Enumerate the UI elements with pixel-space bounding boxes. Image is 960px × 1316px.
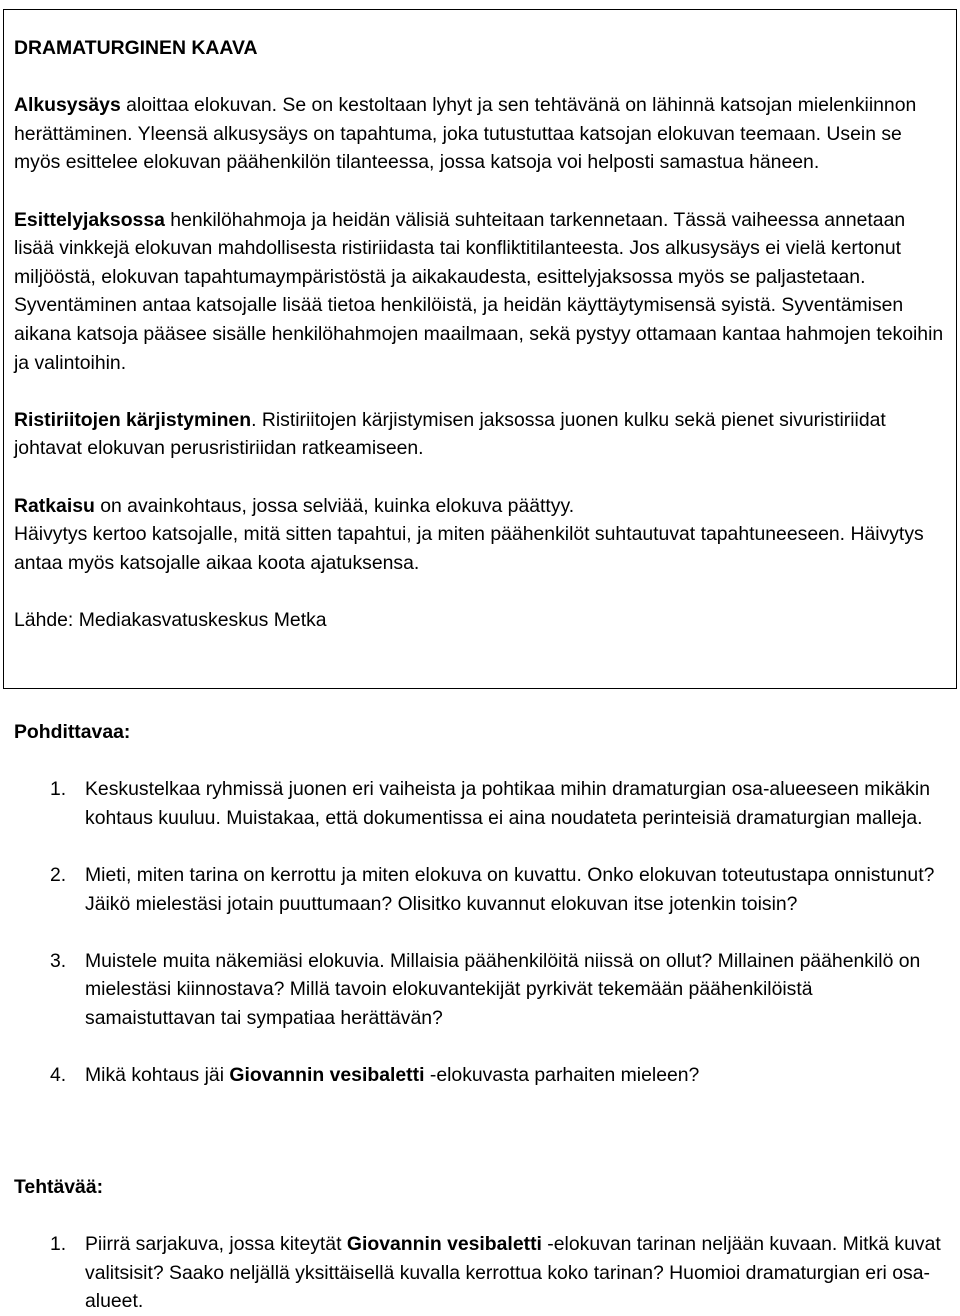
paragraph-haivytys: Häivytys kertoo katsojalle, mitä sitten tapahtui, ja miten päähenkilöt suhtautuvat tapahtuneeseen. Häivytys antaa myös katsojalle aikaa koota ajatuksensa. (14, 523, 924, 574)
list-item-number: 1. (50, 1233, 67, 1256)
list-item-text-pre: Piirrä sarjakuva, jossa kiteytät (85, 1233, 347, 1256)
term-esittelyjakso: Esittelyjaksossa (14, 208, 165, 231)
term-ratkaisu: Ratkaisu (14, 494, 95, 517)
paragraph-ristiriidat (14, 406, 946, 463)
paragraph-alkusysays (14, 91, 946, 177)
box-title: DRAMATURGINEN KAAVA (14, 37, 258, 59)
dramaturgy-box (3, 9, 957, 689)
list-item-text-post: -elokuvan tarinan neljään kuvaan. Mitkä kuvat valitsisit? Saako neljällä yksittäisellä kuvalla kerrottua koko tarinan? Huomioi dramaturgian eri osa-alueet. (85, 1233, 941, 1313)
paragraph-esittelyjakso (14, 206, 946, 378)
term-alkusysays: Alkusysäys (14, 94, 121, 117)
pohdittavaa-section (14, 718, 944, 1090)
source-line: Lähde: Mediakasvatuskeskus Metka (14, 608, 327, 631)
list-item-number: 4. (50, 1064, 67, 1087)
paragraph-esittelyjakso-text: henkilöhahmoja ja heidän välisiä suhteitaan tarkennetaan. Tässä vaiheessa annetaan lisää vinkkejä elokuvan mahdollisesta ristiriidasta tai konfliktitilanteesta. Jos alkusysäys ei vielä kertonut miljööstä, elokuvan tapahtumaympäristöstä ja aikakaudesta, esittelyjaksossa myös se paljastetaan. Syventäminen antaa katsojalle lisää tietoa henkilöistä, ja heidän käyttäytymisensä syistä. Syventämisen aikana katsoja pääsee sisälle henkilöhahmojen maailmaan, sekä pystyy ottamaan kantaa hahmojen tekoihin ja valintoihin. (14, 208, 944, 374)
term-ristiriidat: Ristiriitojen kärjistyminen (14, 408, 252, 431)
paragraph-ratkaisu (14, 492, 946, 521)
list-item-number: 3. (50, 949, 67, 972)
tehtavaa-section (14, 1173, 944, 1316)
list-item-text: Keskustelkaa ryhmissä juonen eri vaiheista ja pohtikaa mihin dramaturgian osa-alueeseen mikäkin kohtaus kuuluu. Muistakaa, että dokumentissa ei aina noudateta perinteisiä dramaturgian malleja. (85, 778, 931, 829)
list-item-text: Mieti, miten tarina on kerrottu ja miten elokuva on kuvattu. Onko elokuvan toteutustapa onnistunut? Jäikö mielestäsi jotain puuttumaan? Olisitko kuvannut elokuvan itse jotenkin toisin? (85, 863, 935, 915)
list-item-text-post: -elokuvasta parhaiten mieleen? (424, 1064, 700, 1087)
paragraph-alkusysays-text: aloittaa elokuvan. Se on kestoltaan lyhyt ja sen tehtävänä on lähinnä katsojan mielenkiinnon herättäminen. Yleensä alkusysäys on tapahtuma, joka tutustuttaa katsojan elokuvan teemaan. Usein se myös esittelee elokuvan päähenkilön tilanteessa, jossa katsoja voi helposti samastua häneen. (14, 94, 917, 174)
tehtavaa-title: Tehtävää: (14, 1176, 104, 1198)
list-item (14, 1230, 944, 1316)
pohdittavaa-title: Pohdittavaa: (14, 721, 131, 743)
list-item (14, 861, 944, 918)
list-item (14, 947, 944, 1033)
list-item-number: 2. (50, 863, 67, 886)
list-item-text-pre: Mikä kohtaus jäi (85, 1064, 230, 1087)
list-item (14, 1061, 944, 1090)
list-item-text: Muistele muita näkemiäsi elokuvia. Millaisia päähenkilöitä niissä on ollut? Millainen päähenkilö on mielestäsi kiinnostava? Millä tavoin elokuvantekijät pyrkivät tekemään päähenkilöistä samaistuttavan tai sympatiaa herättävän? (85, 949, 921, 1029)
tehtavaa-list (14, 1230, 944, 1316)
film-title: Giovannin vesibaletti (346, 1233, 542, 1256)
paragraph-ristiriidat-text: . Ristiriitojen kärjistymisen jaksossa juonen kulku sekä pienet sivuristiriidat johtavat elokuvan perusristiriidan ratkeamiseen. (14, 408, 886, 460)
list-item-number: 1. (50, 778, 67, 801)
pohdittavaa-list (14, 775, 944, 1090)
paragraph-ratkaisu-text: on avainkohtaus, jossa selviää, kuinka elokuva päättyy. (94, 494, 575, 517)
film-title: Giovannin vesibaletti (229, 1064, 425, 1087)
list-item (14, 775, 944, 832)
